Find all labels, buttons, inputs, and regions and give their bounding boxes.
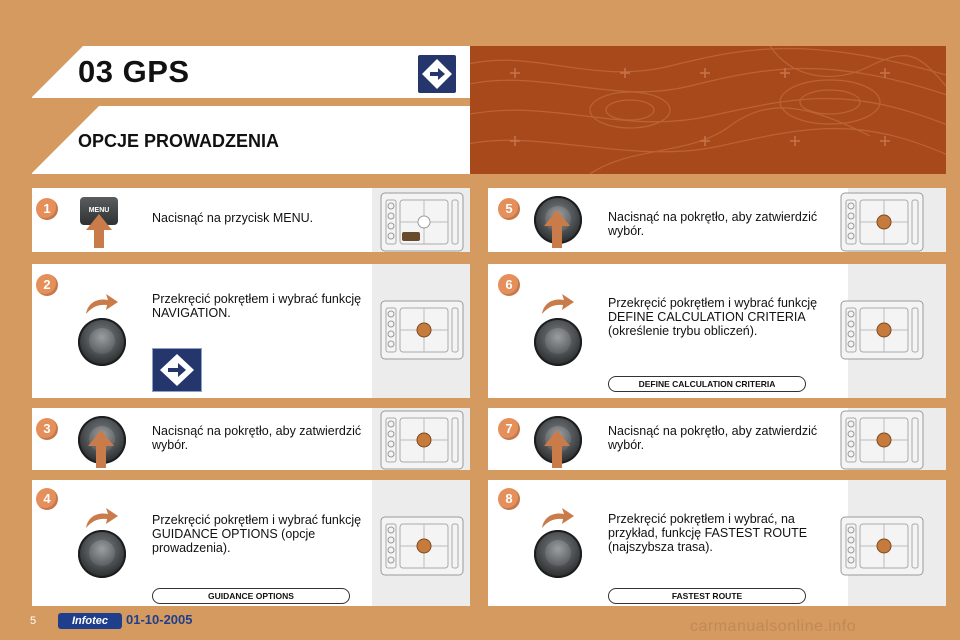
radio-unit-icon xyxy=(840,516,924,576)
radio-unit-icon xyxy=(380,516,464,576)
step-badge: 6 xyxy=(498,274,520,296)
knob-icon xyxy=(534,318,582,366)
watermark: carmanualsonline.info xyxy=(690,618,857,635)
brand-logo: Infotec xyxy=(58,613,122,629)
menu-button-icon: MENU xyxy=(80,197,118,225)
step-badge: 4 xyxy=(36,488,58,510)
knob-icon xyxy=(78,318,126,366)
press-arrow-icon xyxy=(88,430,114,468)
navigation-diamond-icon xyxy=(418,55,456,93)
step-text: Nacisnąć na pokrętło, aby zatwierdzić wybór. xyxy=(152,424,362,452)
step-text: Przekręcić pokrętłem i wybrać funkcję GUIDANCE OPTIONS (opcje prowadzenia). xyxy=(152,513,362,555)
step-badge: 7 xyxy=(498,418,520,440)
menu-option-pill: FASTEST ROUTE xyxy=(608,588,806,604)
radio-unit-icon xyxy=(840,192,924,252)
rotate-arrow-icon xyxy=(84,292,118,316)
page-title: 03 GPS xyxy=(78,54,190,89)
knob-icon xyxy=(534,530,582,578)
step-text: Przekręcić pokrętłem i wybrać, na przykład, funkcję FASTEST ROUTE (najszybsza trasa). xyxy=(608,512,808,554)
rotate-arrow-icon xyxy=(540,506,574,530)
press-arrow-icon xyxy=(86,214,112,248)
press-arrow-icon xyxy=(544,430,570,468)
step-text: Nacisnąć na przycisk MENU. xyxy=(152,211,314,225)
radio-unit-icon xyxy=(380,300,464,360)
page-subtitle: OPCJE PROWADZENIA xyxy=(78,131,280,151)
radio-unit-icon xyxy=(840,300,924,360)
step-badge: 1 xyxy=(36,198,58,220)
step-text: Nacisnąć na pokrętło, aby zatwierdzić wybór. xyxy=(608,210,818,238)
step-text: Nacisnąć na pokrętło, aby zatwierdzić wybór. xyxy=(608,424,818,452)
navigation-diamond-icon xyxy=(152,348,202,392)
document-date: 01-10-2005 xyxy=(126,612,193,627)
radio-unit-icon xyxy=(840,410,924,470)
step-text: Przekręcić pokrętłem i wybrać funkcję DEFINE CALCULATION CRITERIA (określenie trybu obliczeń). xyxy=(608,296,818,338)
step-badge: 8 xyxy=(498,488,520,510)
knob-icon xyxy=(78,530,126,578)
step-badge: 3 xyxy=(36,418,58,440)
step-badge: 5 xyxy=(498,198,520,220)
step-badge: 2 xyxy=(36,274,58,296)
menu-option-pill: GUIDANCE OPTIONS xyxy=(152,588,350,604)
step-text: Przekręcić pokrętłem i wybrać funkcję NAVIGATION. xyxy=(152,292,362,320)
radio-unit-icon xyxy=(380,410,464,470)
radio-unit-icon xyxy=(380,192,464,252)
menu-option-pill: DEFINE CALCULATION CRITERIA xyxy=(608,376,806,392)
press-arrow-icon xyxy=(544,210,570,248)
map-decoration xyxy=(470,46,946,174)
rotate-arrow-icon xyxy=(540,292,574,316)
page-number: 5 xyxy=(30,615,37,627)
rotate-arrow-icon xyxy=(84,506,118,530)
